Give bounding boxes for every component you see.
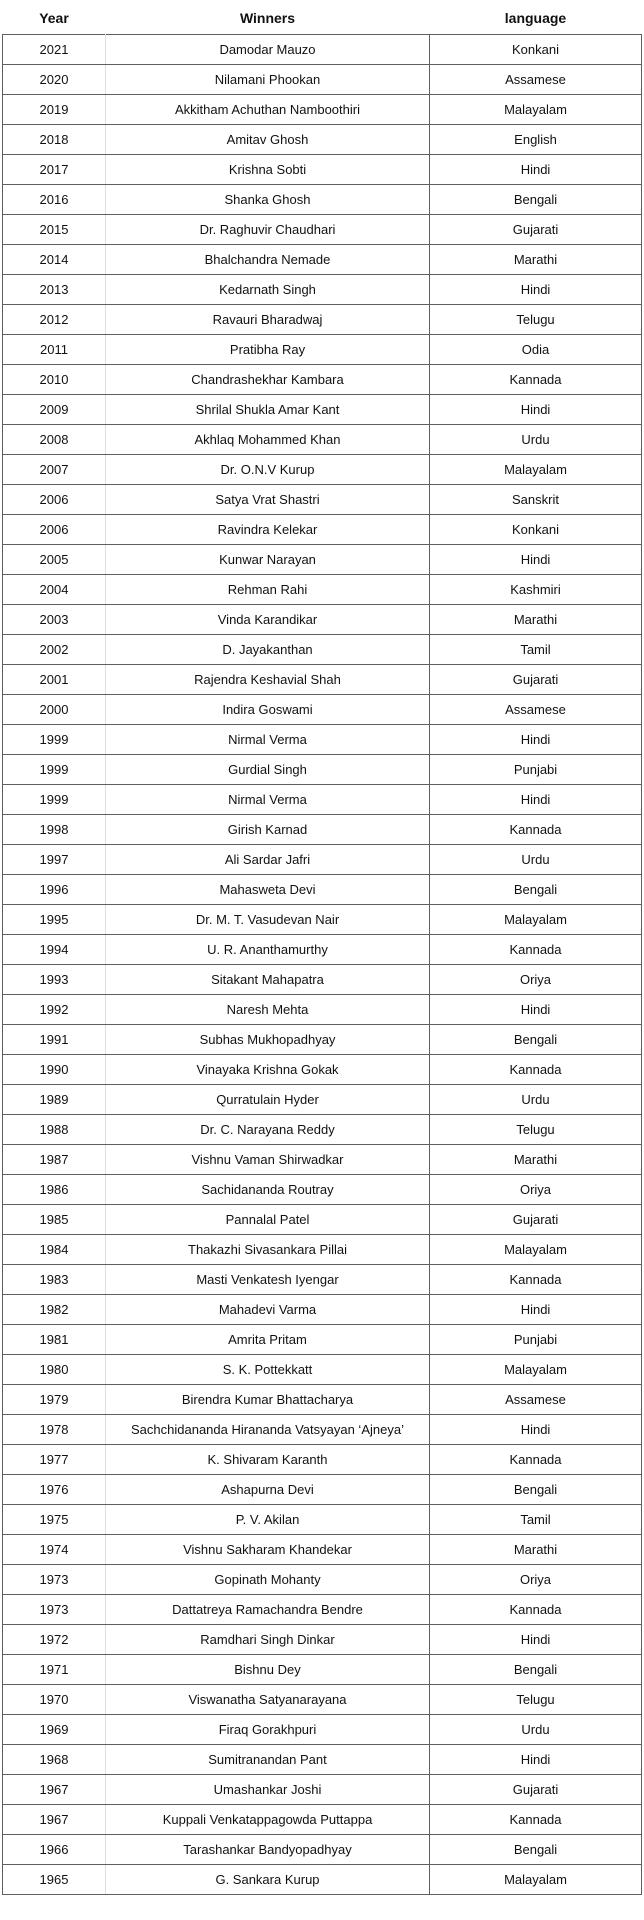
table-row	[3, 875, 642, 905]
table-row	[3, 245, 642, 275]
winner-cell: Ramdhari Singh Dinkar	[106, 1625, 430, 1655]
table-row	[3, 665, 642, 695]
table-row	[3, 1355, 642, 1385]
language-cell: Assamese	[430, 1385, 642, 1415]
language-cell: Gujarati	[430, 665, 642, 695]
year-cell: 1999	[3, 755, 106, 785]
table-row	[3, 1535, 642, 1565]
winner-cell: G. Sankara Kurup	[106, 1865, 430, 1895]
year-cell: 1982	[3, 1295, 106, 1325]
winner-cell: Vinayaka Krishna Gokak	[106, 1055, 430, 1085]
winner-cell: Vishnu Sakharam Khandekar	[106, 1535, 430, 1565]
table-row	[3, 1835, 642, 1865]
year-cell: 2010	[3, 365, 106, 395]
year-cell: 1984	[3, 1235, 106, 1265]
year-cell: 1966	[3, 1835, 106, 1865]
winner-cell: Firaq Gorakhpuri	[106, 1715, 430, 1745]
year-cell: 2011	[3, 335, 106, 365]
winner-cell: Birendra Kumar Bhattacharya	[106, 1385, 430, 1415]
table-row	[3, 515, 642, 545]
language-cell: Punjabi	[430, 755, 642, 785]
language-cell: Bengali	[430, 1475, 642, 1505]
year-cell: 2000	[3, 695, 106, 725]
table-row	[3, 1505, 642, 1535]
year-cell: 2012	[3, 305, 106, 335]
year-cell: 1990	[3, 1055, 106, 1085]
year-cell: 1967	[3, 1775, 106, 1805]
language-cell: Marathi	[430, 1535, 642, 1565]
language-cell: Bengali	[430, 875, 642, 905]
language-cell: Kannada	[430, 1595, 642, 1625]
table-header	[3, 2, 642, 35]
year-cell: 2004	[3, 575, 106, 605]
winner-cell: D. Jayakanthan	[106, 635, 430, 665]
language-cell: Hindi	[430, 395, 642, 425]
language-cell: Hindi	[430, 275, 642, 305]
year-cell: 2003	[3, 605, 106, 635]
table-row	[3, 1745, 642, 1775]
year-cell: 1978	[3, 1415, 106, 1445]
winner-cell: Mahadevi Varma	[106, 1295, 430, 1325]
language-cell: Tamil	[430, 635, 642, 665]
year-cell: 1997	[3, 845, 106, 875]
language-cell: Oriya	[430, 1175, 642, 1205]
table-row	[3, 1025, 642, 1055]
language-cell: Marathi	[430, 605, 642, 635]
winner-cell: Umashankar Joshi	[106, 1775, 430, 1805]
year-cell: 2009	[3, 395, 106, 425]
winner-cell: P. V. Akilan	[106, 1505, 430, 1535]
winner-cell: Tarashankar Bandyopadhyay	[106, 1835, 430, 1865]
year-cell: 1993	[3, 965, 106, 995]
language-cell: Kannada	[430, 935, 642, 965]
language-cell: Urdu	[430, 425, 642, 455]
language-cell: Bengali	[430, 1655, 642, 1685]
year-cell: 1968	[3, 1745, 106, 1775]
language-cell: Hindi	[430, 545, 642, 575]
year-cell: 1977	[3, 1445, 106, 1475]
year-cell: 1973	[3, 1565, 106, 1595]
language-cell: Malayalam	[430, 455, 642, 485]
winner-cell: Ravindra Kelekar	[106, 515, 430, 545]
year-cell: 1981	[3, 1325, 106, 1355]
winner-cell: Mahasweta Devi	[106, 875, 430, 905]
language-cell: Tamil	[430, 1505, 642, 1535]
winner-cell: Qurratulain Hyder	[106, 1085, 430, 1115]
winner-cell: Nilamani Phookan	[106, 65, 430, 95]
year-cell: 1996	[3, 875, 106, 905]
year-cell: 1975	[3, 1505, 106, 1535]
table-row	[3, 905, 642, 935]
language-cell: Kannada	[430, 1055, 642, 1085]
table-row	[3, 185, 642, 215]
table-row	[3, 1775, 642, 1805]
language-cell: Kannada	[430, 815, 642, 845]
table-row	[3, 455, 642, 485]
language-cell: Hindi	[430, 155, 642, 185]
table-row	[3, 605, 642, 635]
year-cell: 2020	[3, 65, 106, 95]
table-row	[3, 935, 642, 965]
winner-cell: Girish Karnad	[106, 815, 430, 845]
winner-cell: Bhalchandra Nemade	[106, 245, 430, 275]
header-language: language	[430, 2, 642, 35]
winner-cell: Rehman Rahi	[106, 575, 430, 605]
table-row	[3, 1145, 642, 1175]
winner-cell: Dr. C. Narayana Reddy	[106, 1115, 430, 1145]
header-winners: Winners	[106, 2, 430, 35]
language-cell: English	[430, 125, 642, 155]
table-row	[3, 125, 642, 155]
winner-cell: Shanka Ghosh	[106, 185, 430, 215]
year-cell: 1998	[3, 815, 106, 845]
language-cell: Malayalam	[430, 1865, 642, 1895]
winner-cell: Dr. O.N.V Kurup	[106, 455, 430, 485]
language-cell: Hindi	[430, 1745, 642, 1775]
table-body	[3, 35, 642, 1895]
language-cell: Hindi	[430, 1295, 642, 1325]
language-cell: Kannada	[430, 365, 642, 395]
language-cell: Kashmiri	[430, 575, 642, 605]
table-row	[3, 1385, 642, 1415]
winner-cell: Kuppali Venkatappagowda Puttappa	[106, 1805, 430, 1835]
language-cell: Konkani	[430, 35, 642, 65]
language-cell: Bengali	[430, 1025, 642, 1055]
language-cell: Marathi	[430, 1145, 642, 1175]
table-row	[3, 1115, 642, 1145]
table-row	[3, 1205, 642, 1235]
table-row	[3, 995, 642, 1025]
year-cell: 1989	[3, 1085, 106, 1115]
language-cell: Kannada	[430, 1445, 642, 1475]
header-year: Year	[3, 2, 106, 35]
winner-cell: Viswanatha Satyanarayana	[106, 1685, 430, 1715]
year-cell: 1991	[3, 1025, 106, 1055]
year-cell: 2018	[3, 125, 106, 155]
year-cell: 2016	[3, 185, 106, 215]
table-row	[3, 575, 642, 605]
table-row	[3, 785, 642, 815]
winner-cell: Dr. M. T. Vasudevan Nair	[106, 905, 430, 935]
table-row	[3, 1445, 642, 1475]
year-cell: 1969	[3, 1715, 106, 1745]
language-cell: Urdu	[430, 1085, 642, 1115]
table-row	[3, 1475, 642, 1505]
winner-cell: Shrilal Shukla Amar Kant	[106, 395, 430, 425]
table-row	[3, 635, 642, 665]
year-cell: 2014	[3, 245, 106, 275]
language-cell: Malayalam	[430, 95, 642, 125]
winner-cell: Dr. Raghuvir Chaudhari	[106, 215, 430, 245]
year-cell: 2008	[3, 425, 106, 455]
winner-cell: Ashapurna Devi	[106, 1475, 430, 1505]
language-cell: Oriya	[430, 1565, 642, 1595]
winner-cell: Naresh Mehta	[106, 995, 430, 1025]
year-cell: 1992	[3, 995, 106, 1025]
language-cell: Urdu	[430, 845, 642, 875]
language-cell: Urdu	[430, 1715, 642, 1745]
winner-cell: Sachidananda Routray	[106, 1175, 430, 1205]
year-cell: 2005	[3, 545, 106, 575]
table-row	[3, 1235, 642, 1265]
language-cell: Konkani	[430, 515, 642, 545]
table-row	[3, 65, 642, 95]
language-cell: Kannada	[430, 1265, 642, 1295]
header-row	[3, 2, 642, 35]
language-cell: Odia	[430, 335, 642, 365]
table-row	[3, 1415, 642, 1445]
year-cell: 2019	[3, 95, 106, 125]
winner-cell: Vishnu Vaman Shirwadkar	[106, 1145, 430, 1175]
winner-cell: Sachchidananda Hirananda Vatsyayan ‘Ajneya’	[106, 1415, 430, 1445]
winner-cell: Amrita Pritam	[106, 1325, 430, 1355]
winner-cell: Satya Vrat Shastri	[106, 485, 430, 515]
winner-cell: Gurdial Singh	[106, 755, 430, 785]
winner-cell: Nirmal Verma	[106, 785, 430, 815]
language-cell: Hindi	[430, 1625, 642, 1655]
table-row	[3, 545, 642, 575]
year-cell: 2007	[3, 455, 106, 485]
year-cell: 1983	[3, 1265, 106, 1295]
year-cell: 1994	[3, 935, 106, 965]
table-row	[3, 965, 642, 995]
table-row	[3, 1805, 642, 1835]
table-row	[3, 695, 642, 725]
table-row	[3, 1595, 642, 1625]
winner-cell: Rajendra Keshavial Shah	[106, 665, 430, 695]
language-cell: Malayalam	[430, 1235, 642, 1265]
year-cell: 1995	[3, 905, 106, 935]
winner-cell: Amitav Ghosh	[106, 125, 430, 155]
table-row	[3, 1085, 642, 1115]
year-cell: 1985	[3, 1205, 106, 1235]
table-row	[3, 1325, 642, 1355]
year-cell: 1971	[3, 1655, 106, 1685]
table-row	[3, 335, 642, 365]
table-row	[3, 35, 642, 65]
year-cell: 2013	[3, 275, 106, 305]
winners-table	[2, 2, 642, 1895]
winner-cell: Pratibha Ray	[106, 335, 430, 365]
year-cell: 2002	[3, 635, 106, 665]
year-cell: 2017	[3, 155, 106, 185]
table-row	[3, 1265, 642, 1295]
winner-cell: Sumitranandan Pant	[106, 1745, 430, 1775]
language-cell: Telugu	[430, 305, 642, 335]
year-cell: 1999	[3, 725, 106, 755]
table-row	[3, 395, 642, 425]
language-cell: Marathi	[430, 245, 642, 275]
table-row	[3, 1655, 642, 1685]
table-row	[3, 365, 642, 395]
winner-cell: Indira Goswami	[106, 695, 430, 725]
year-cell: 2006	[3, 515, 106, 545]
table-row	[3, 1685, 642, 1715]
year-cell: 1980	[3, 1355, 106, 1385]
winner-cell: Nirmal Verma	[106, 725, 430, 755]
table-row	[3, 1715, 642, 1745]
table-row	[3, 1865, 642, 1895]
winner-cell: Subhas Mukhopadhyay	[106, 1025, 430, 1055]
winner-cell: Akkitham Achuthan Namboothiri	[106, 95, 430, 125]
language-cell: Telugu	[430, 1115, 642, 1145]
table-row	[3, 95, 642, 125]
winner-cell: Dattatreya Ramachandra Bendre	[106, 1595, 430, 1625]
winner-cell: Bishnu Dey	[106, 1655, 430, 1685]
table-row	[3, 845, 642, 875]
winner-cell: Pannalal Patel	[106, 1205, 430, 1235]
language-cell: Malayalam	[430, 905, 642, 935]
language-cell: Assamese	[430, 65, 642, 95]
language-cell: Oriya	[430, 965, 642, 995]
winner-cell: Kedarnath Singh	[106, 275, 430, 305]
table-row	[3, 1175, 642, 1205]
language-cell: Hindi	[430, 785, 642, 815]
table-row	[3, 155, 642, 185]
language-cell: Telugu	[430, 1685, 642, 1715]
table-row	[3, 275, 642, 305]
language-cell: Malayalam	[430, 1355, 642, 1385]
year-cell: 1973	[3, 1595, 106, 1625]
language-cell: Hindi	[430, 995, 642, 1025]
language-cell: Kannada	[430, 1805, 642, 1835]
table-row	[3, 215, 642, 245]
year-cell: 2015	[3, 215, 106, 245]
year-cell: 2001	[3, 665, 106, 695]
year-cell: 1986	[3, 1175, 106, 1205]
winner-cell: Gopinath Mohanty	[106, 1565, 430, 1595]
winner-cell: Damodar Mauzo	[106, 35, 430, 65]
table-row	[3, 725, 642, 755]
year-cell: 1999	[3, 785, 106, 815]
year-cell: 2006	[3, 485, 106, 515]
language-cell: Sanskrit	[430, 485, 642, 515]
winner-cell: Ravauri Bharadwaj	[106, 305, 430, 335]
language-cell: Gujarati	[430, 215, 642, 245]
winner-cell: U. R. Ananthamurthy	[106, 935, 430, 965]
language-cell: Hindi	[430, 725, 642, 755]
year-cell: 1974	[3, 1535, 106, 1565]
winner-cell: K. Shivaram Karanth	[106, 1445, 430, 1475]
language-cell: Bengali	[430, 185, 642, 215]
table-row	[3, 755, 642, 785]
year-cell: 1970	[3, 1685, 106, 1715]
language-cell: Assamese	[430, 695, 642, 725]
winner-cell: Ali Sardar Jafri	[106, 845, 430, 875]
year-cell: 1965	[3, 1865, 106, 1895]
year-cell: 1967	[3, 1805, 106, 1835]
winner-cell: Krishna Sobti	[106, 155, 430, 185]
table-row	[3, 1055, 642, 1085]
winner-cell: S. K. Pottekkatt	[106, 1355, 430, 1385]
winner-cell: Thakazhi Sivasankara Pillai	[106, 1235, 430, 1265]
language-cell: Hindi	[430, 1415, 642, 1445]
winner-cell: Chandrashekhar Kambara	[106, 365, 430, 395]
language-cell: Gujarati	[430, 1775, 642, 1805]
language-cell: Gujarati	[430, 1205, 642, 1235]
table-row	[3, 305, 642, 335]
table-row	[3, 1295, 642, 1325]
table-row	[3, 1625, 642, 1655]
year-cell: 1988	[3, 1115, 106, 1145]
year-cell: 1987	[3, 1145, 106, 1175]
year-cell: 1979	[3, 1385, 106, 1415]
table-row	[3, 425, 642, 455]
year-cell: 1976	[3, 1475, 106, 1505]
language-cell: Punjabi	[430, 1325, 642, 1355]
winner-cell: Vinda Karandikar	[106, 605, 430, 635]
table-row	[3, 485, 642, 515]
table-row	[3, 1565, 642, 1595]
year-cell: 2021	[3, 35, 106, 65]
winner-cell: Kunwar Narayan	[106, 545, 430, 575]
winner-cell: Masti Venkatesh Iyengar	[106, 1265, 430, 1295]
language-cell: Bengali	[430, 1835, 642, 1865]
winner-cell: Akhlaq Mohammed Khan	[106, 425, 430, 455]
winner-cell: Sitakant Mahapatra	[106, 965, 430, 995]
year-cell: 1972	[3, 1625, 106, 1655]
table-row	[3, 815, 642, 845]
